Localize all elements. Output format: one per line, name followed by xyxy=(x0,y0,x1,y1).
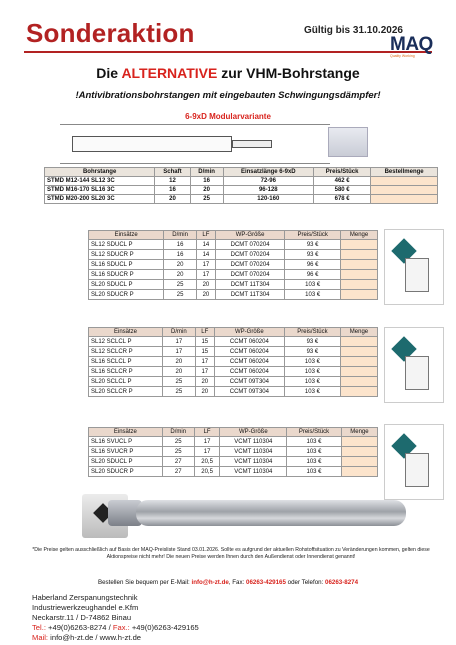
tel-value: +49(0)6263-8274 / xyxy=(45,623,113,632)
insert-lf: 17 xyxy=(195,357,214,367)
col-header: Einsätze xyxy=(89,328,163,337)
insert-dmin: 25 xyxy=(164,290,197,300)
insert-qty-field[interactable] xyxy=(340,387,377,397)
bar-dmin: 20 xyxy=(190,186,223,195)
col-header: LF xyxy=(195,328,214,337)
bar-length: 96-128 xyxy=(223,186,314,195)
insert-name: SL20 SDUCR P xyxy=(89,467,163,477)
table-row xyxy=(45,186,438,195)
subheadline: !Antivibrationsbohrstangen mit eingebauten Schwingungsdämpfer! xyxy=(75,90,381,101)
insert-wp-size: DCMT 070204 xyxy=(215,240,284,250)
insert-price: 103 € xyxy=(287,467,342,477)
insert-name: SL16 SVUCR P xyxy=(89,447,163,457)
bar-shank: 20 xyxy=(155,195,190,204)
insert-lf: 14 xyxy=(196,250,215,260)
bar-name: STMD M12-144 SL12 3C xyxy=(45,177,155,186)
insert-name: SL16 SDUCL P xyxy=(89,260,164,270)
insert-price: 103 € xyxy=(287,457,342,467)
table-row xyxy=(45,177,438,186)
col-header: LF xyxy=(196,231,215,240)
tel-label: Tel.: xyxy=(32,623,46,632)
headline xyxy=(0,65,456,81)
insert-name: SL16 SDUCR P xyxy=(89,270,164,280)
insert-price: 96 € xyxy=(285,260,341,270)
insert-qty-field[interactable] xyxy=(340,347,377,357)
company-name: Haberland Zerspanungstechnik xyxy=(32,593,138,602)
insert-table-dcmt xyxy=(88,230,378,300)
insert-diagram-ccmt xyxy=(384,327,444,403)
bar-length: 72-96 xyxy=(223,177,314,186)
col-header: Einsatzlänge 6-9xD xyxy=(223,168,314,177)
bar-dmin: 25 xyxy=(190,195,223,204)
insert-lf: 20 xyxy=(195,387,214,397)
insert-wp-size: CCMT 09T304 xyxy=(214,377,284,387)
mail-label: Mail: xyxy=(32,633,49,642)
table-row xyxy=(89,387,378,397)
bar-name: STMD M16-170 SL16 3C xyxy=(45,186,155,195)
bar-shank: 12 xyxy=(155,177,190,186)
insert-price: 103 € xyxy=(287,437,342,447)
insert-qty-field[interactable] xyxy=(341,240,378,250)
insert-price: 103 € xyxy=(285,280,341,290)
insert-qty-field[interactable] xyxy=(341,260,378,270)
holder-shape xyxy=(405,453,429,487)
order-fax-pre: , Fax: xyxy=(228,579,246,586)
variant-label: 6-9xD Modularvariante xyxy=(185,112,271,121)
insert-dmin: 25 xyxy=(162,437,194,447)
bar-price: 580 € xyxy=(314,186,371,195)
col-header: Einsätze xyxy=(89,428,163,437)
insert-price: 103 € xyxy=(284,357,340,367)
col-header: Bestellmenge xyxy=(371,168,438,177)
table-row xyxy=(89,250,378,260)
insert-wp-size: CCMT 060204 xyxy=(214,337,284,347)
insert-price: 103 € xyxy=(287,447,342,457)
insert-price: 93 € xyxy=(284,347,340,357)
company-address xyxy=(32,593,199,643)
col-header: Preis/Stück xyxy=(285,231,341,240)
bar-price: 462 € xyxy=(314,177,371,186)
insert-diagram-vcmt xyxy=(384,424,444,500)
order-tel-pre: oder Telefon: xyxy=(285,579,326,586)
insert-wp-size: CCMT 060204 xyxy=(214,367,284,377)
table-row xyxy=(89,260,378,270)
insert-dmin: 25 xyxy=(163,377,196,387)
headline-pre: Die xyxy=(96,65,122,81)
insert-qty-field[interactable] xyxy=(341,467,377,477)
insert-wp-size: VCMT 110304 xyxy=(220,447,287,457)
table-row xyxy=(89,377,378,387)
insert-wp-size: CCMT 060204 xyxy=(214,347,284,357)
insert-qty-field[interactable] xyxy=(341,447,377,457)
col-header: D/min xyxy=(190,168,223,177)
drawing-head xyxy=(232,140,272,148)
insert-name: SL20 SCLCL P xyxy=(89,377,163,387)
insert-wp-size: DCMT 070204 xyxy=(215,250,284,260)
mail-value[interactable]: info@h-zt.de / www.h-zt.de xyxy=(48,633,142,642)
insert-dmin: 20 xyxy=(163,367,196,377)
bar-length: 120-160 xyxy=(223,195,314,204)
insert-lf: 20 xyxy=(195,377,214,387)
bar-price: 678 € xyxy=(314,195,371,204)
insert-qty-field[interactable] xyxy=(340,337,377,347)
table-row xyxy=(89,357,378,367)
insert-price: 93 € xyxy=(285,240,341,250)
insert-wp-size: VCMT 110304 xyxy=(220,437,287,447)
insert-name: SL12 SCLCR P xyxy=(89,347,163,357)
headline-accent: ALTERNATIVE xyxy=(121,65,218,81)
page-title: Sonderaktion xyxy=(26,18,195,48)
insert-lf: 15 xyxy=(195,337,214,347)
insert-dmin: 27 xyxy=(162,467,194,477)
drawing-shank xyxy=(72,136,232,152)
insert-table-vcmt xyxy=(88,427,378,477)
col-header: Preis/Stück xyxy=(287,428,342,437)
order-email-link[interactable]: info@h-zt.de xyxy=(191,579,229,586)
insert-price: 103 € xyxy=(284,367,340,377)
table-row xyxy=(89,457,378,467)
bar-name: STMD M20-200 SL20 3C xyxy=(45,195,155,204)
boring-bar-table xyxy=(44,167,438,204)
insert-lf: 20,5 xyxy=(194,457,220,467)
table-row xyxy=(89,337,378,347)
insert-wp-size: VCMT 110304 xyxy=(220,457,287,467)
insert-dmin: 25 xyxy=(162,447,194,457)
logo-subtitle: Quality Working xyxy=(390,54,415,58)
insert-name: SL16 SCLCL P xyxy=(89,357,163,367)
col-header: WP-Größe xyxy=(215,231,284,240)
insert-qty-field[interactable] xyxy=(341,290,378,300)
valid-until: Gültig bis 31.10.2026 xyxy=(304,25,403,36)
col-header: D/min xyxy=(164,231,197,240)
insert-price: 103 € xyxy=(285,290,341,300)
insert-name: SL20 SDUCL P xyxy=(89,280,164,290)
insert-wp-size: DCMT 070204 xyxy=(215,270,284,280)
col-header: D/min xyxy=(163,328,196,337)
insert-name: SL12 SDUCR P xyxy=(89,250,164,260)
table-header-row xyxy=(45,168,438,177)
insert-price: 96 € xyxy=(285,270,341,280)
table-header-row xyxy=(89,231,378,240)
insert-dmin: 17 xyxy=(163,337,196,347)
insert-price: 103 € xyxy=(284,377,340,387)
insert-wp-size: DCMT 070204 xyxy=(215,260,284,270)
order-line xyxy=(0,579,456,586)
order-qty-field[interactable] xyxy=(371,195,438,204)
insert-name: SL12 SCLCL P xyxy=(89,337,163,347)
insert-lf: 15 xyxy=(195,347,214,357)
insert-dmin: 17 xyxy=(163,347,196,357)
insert-price: 93 € xyxy=(285,250,341,260)
insert-name: SL20 SDUCR P xyxy=(89,290,164,300)
maq-logo xyxy=(390,34,452,60)
table-row xyxy=(89,367,378,377)
insert-qty-field[interactable] xyxy=(341,457,377,467)
insert-lf: 14 xyxy=(196,240,215,250)
insert-name: SL20 SCLCR P xyxy=(89,387,163,397)
insert-lf: 17 xyxy=(194,437,220,447)
order-qty-field[interactable] xyxy=(371,177,438,186)
table-row xyxy=(89,280,378,290)
insert-wp-size: DCMT 11T304 xyxy=(215,280,284,290)
insert-qty-field[interactable] xyxy=(341,280,378,290)
col-header: LF xyxy=(194,428,220,437)
price-footnote: *Die Preise gelten ausschließlich auf Basis der MAQ-Preisliste Stand 03.01.2026. Sollte es aufgrund der aktuellen Rohstoffsituation zu Veränderungen kommen, gelten diese Aktionspreise nicht mehr! Die neuen Preise werden Ihnen durch den Außendienst oder Innendienst genannt! xyxy=(32,547,430,560)
insert-table-ccmt xyxy=(88,327,378,397)
insert-qty-field[interactable] xyxy=(341,270,378,280)
col-header: Preis/Stück xyxy=(314,168,371,177)
insert-dmin: 25 xyxy=(164,280,197,290)
table-row xyxy=(89,240,378,250)
bar-dmin: 16 xyxy=(190,177,223,186)
insert-name: SL12 SDUCL P xyxy=(89,240,164,250)
insert-dmin: 16 xyxy=(164,240,197,250)
insert-lf: 20 xyxy=(196,280,215,290)
col-header: Menge xyxy=(340,328,377,337)
company-phone xyxy=(32,623,199,633)
holder-shape xyxy=(405,258,429,292)
insert-name: SL20 SDUCL P xyxy=(89,457,163,467)
insert-wp-size: CCMT 060204 xyxy=(214,357,284,367)
col-header: WP-Größe xyxy=(220,428,287,437)
title-divider xyxy=(24,51,432,53)
headline-post: zur VHM-Bohrstange xyxy=(217,65,360,81)
table-row xyxy=(89,347,378,357)
insert-qty-field[interactable] xyxy=(340,377,377,387)
insert-lf: 20,5 xyxy=(194,467,220,477)
insert-wp-size: CCMT 09T304 xyxy=(214,387,284,397)
insert-name: SL16 SVUCL P xyxy=(89,437,163,447)
insert-lf: 20 xyxy=(196,290,215,300)
insert-dmin: 16 xyxy=(164,250,197,260)
order-pre: Bestellen Sie bequem per E-Mail: xyxy=(97,579,192,586)
bar-shank: 16 xyxy=(155,186,190,195)
company-mail xyxy=(32,633,199,643)
logo-text: MAQ xyxy=(390,34,433,55)
col-header: Menge xyxy=(341,428,377,437)
insert-lf: 17 xyxy=(196,260,215,270)
table-row xyxy=(45,195,438,204)
boring-bar-photo xyxy=(136,500,406,526)
insert-diagram-dcmt xyxy=(384,229,444,305)
insert-dmin: 20 xyxy=(164,270,197,280)
insert-dmin: 27 xyxy=(162,457,194,467)
col-header: D/min xyxy=(162,428,194,437)
holder-shape xyxy=(405,356,429,390)
col-header: Menge xyxy=(341,231,378,240)
company-street: Neckarstr.11 / D-74862 Binau xyxy=(32,613,132,622)
insert-name: SL16 SCLCR P xyxy=(89,367,163,377)
insert-lf: 17 xyxy=(196,270,215,280)
insert-qty-field[interactable] xyxy=(341,437,377,447)
insert-dmin: 25 xyxy=(163,387,196,397)
insert-dmin: 20 xyxy=(164,260,197,270)
insert-wp-size: VCMT 110304 xyxy=(220,467,287,477)
order-tel: 06263-8274 xyxy=(325,579,359,586)
col-header: Einsätze xyxy=(89,231,164,240)
insert-qty-field[interactable] xyxy=(340,357,377,367)
insert-dmin: 20 xyxy=(163,357,196,367)
insert-lf: 17 xyxy=(194,447,220,457)
company-owner: Industriewerkzeughandel e.Kfm xyxy=(32,603,139,612)
table-row xyxy=(89,447,378,457)
insert-price: 103 € xyxy=(284,387,340,397)
fax-label: Fax.: xyxy=(112,623,130,632)
order-fax: 06263-429165 xyxy=(246,579,286,586)
order-qty-field[interactable] xyxy=(371,186,438,195)
tool-head-image xyxy=(328,127,368,157)
insert-lf: 17 xyxy=(195,367,214,377)
table-row xyxy=(89,467,378,477)
col-header: WP-Größe xyxy=(214,328,284,337)
table-row xyxy=(89,437,378,447)
insert-qty-field[interactable] xyxy=(341,250,378,260)
table-row xyxy=(89,270,378,280)
col-header: Preis/Stück xyxy=(284,328,340,337)
insert-qty-field[interactable] xyxy=(340,367,377,377)
table-row xyxy=(89,290,378,300)
insert-price: 93 € xyxy=(284,337,340,347)
table-header-row xyxy=(89,428,378,437)
insert-wp-size: DCMT 11T304 xyxy=(215,290,284,300)
table-header-row xyxy=(89,328,378,337)
fax-value: +49(0)6263-429165 xyxy=(129,623,199,632)
col-header: Bohrstange xyxy=(45,168,155,177)
col-header: Schaft xyxy=(155,168,190,177)
